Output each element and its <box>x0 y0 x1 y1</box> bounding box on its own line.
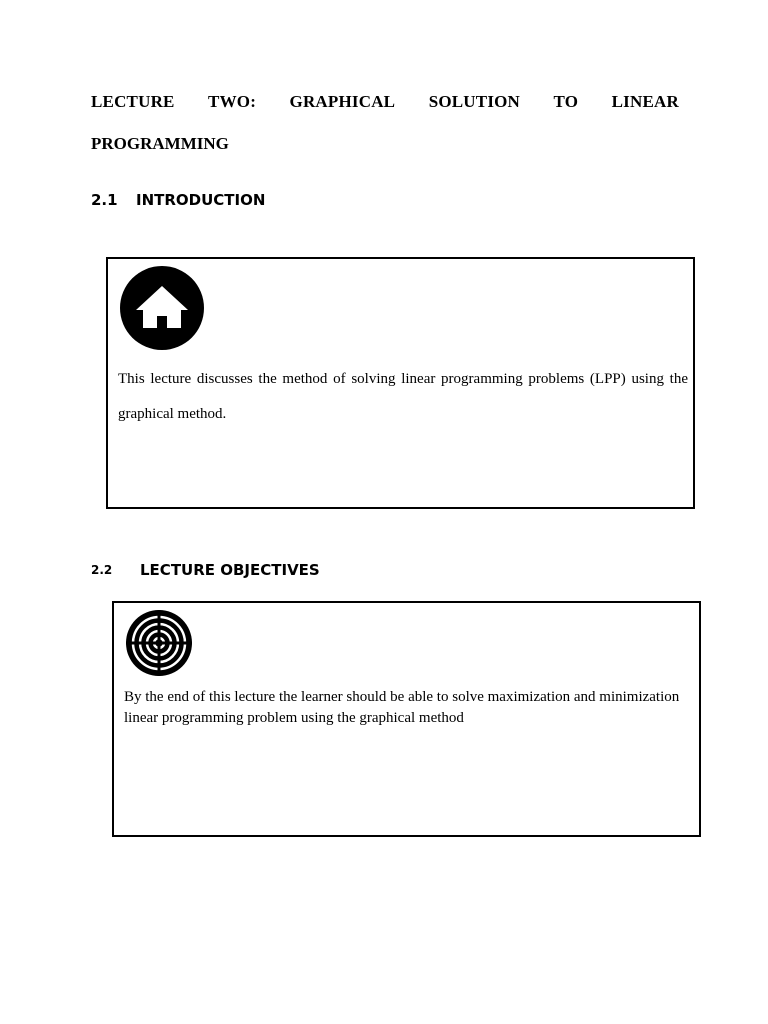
objectives-box <box>112 601 701 837</box>
introduction-text: This lecture discusses the method of solving linear programming problems (LPP) using the graphical method. <box>118 371 688 422</box>
objectives-text: By the end of this lecture the learner should be able to solve maximization and minimization linear programming problem using the graphical method <box>124 689 680 726</box>
section-number: 2.1 <box>91 191 118 209</box>
lecture-title-line-2: PROGRAMMING <box>91 134 229 153</box>
title-word: GRAPHICAL <box>289 92 396 111</box>
introduction-box <box>106 257 695 509</box>
title-word: TWO: <box>208 92 257 111</box>
target-icon <box>125 609 193 677</box>
title-word: SOLUTION <box>428 92 521 111</box>
section-heading-introduction <box>91 191 265 209</box>
section-title: INTRODUCTION <box>136 191 266 209</box>
section-title: LECTURE OBJECTIVES <box>140 561 320 579</box>
section-heading-objectives <box>91 561 320 580</box>
lecture-title-line-1 <box>91 92 679 112</box>
section-number: 2.2 <box>91 563 113 577</box>
title-word: LINEAR <box>611 92 679 111</box>
title-word: TO <box>553 92 579 111</box>
home-icon <box>120 266 204 350</box>
title-word: LECTURE <box>91 92 175 111</box>
